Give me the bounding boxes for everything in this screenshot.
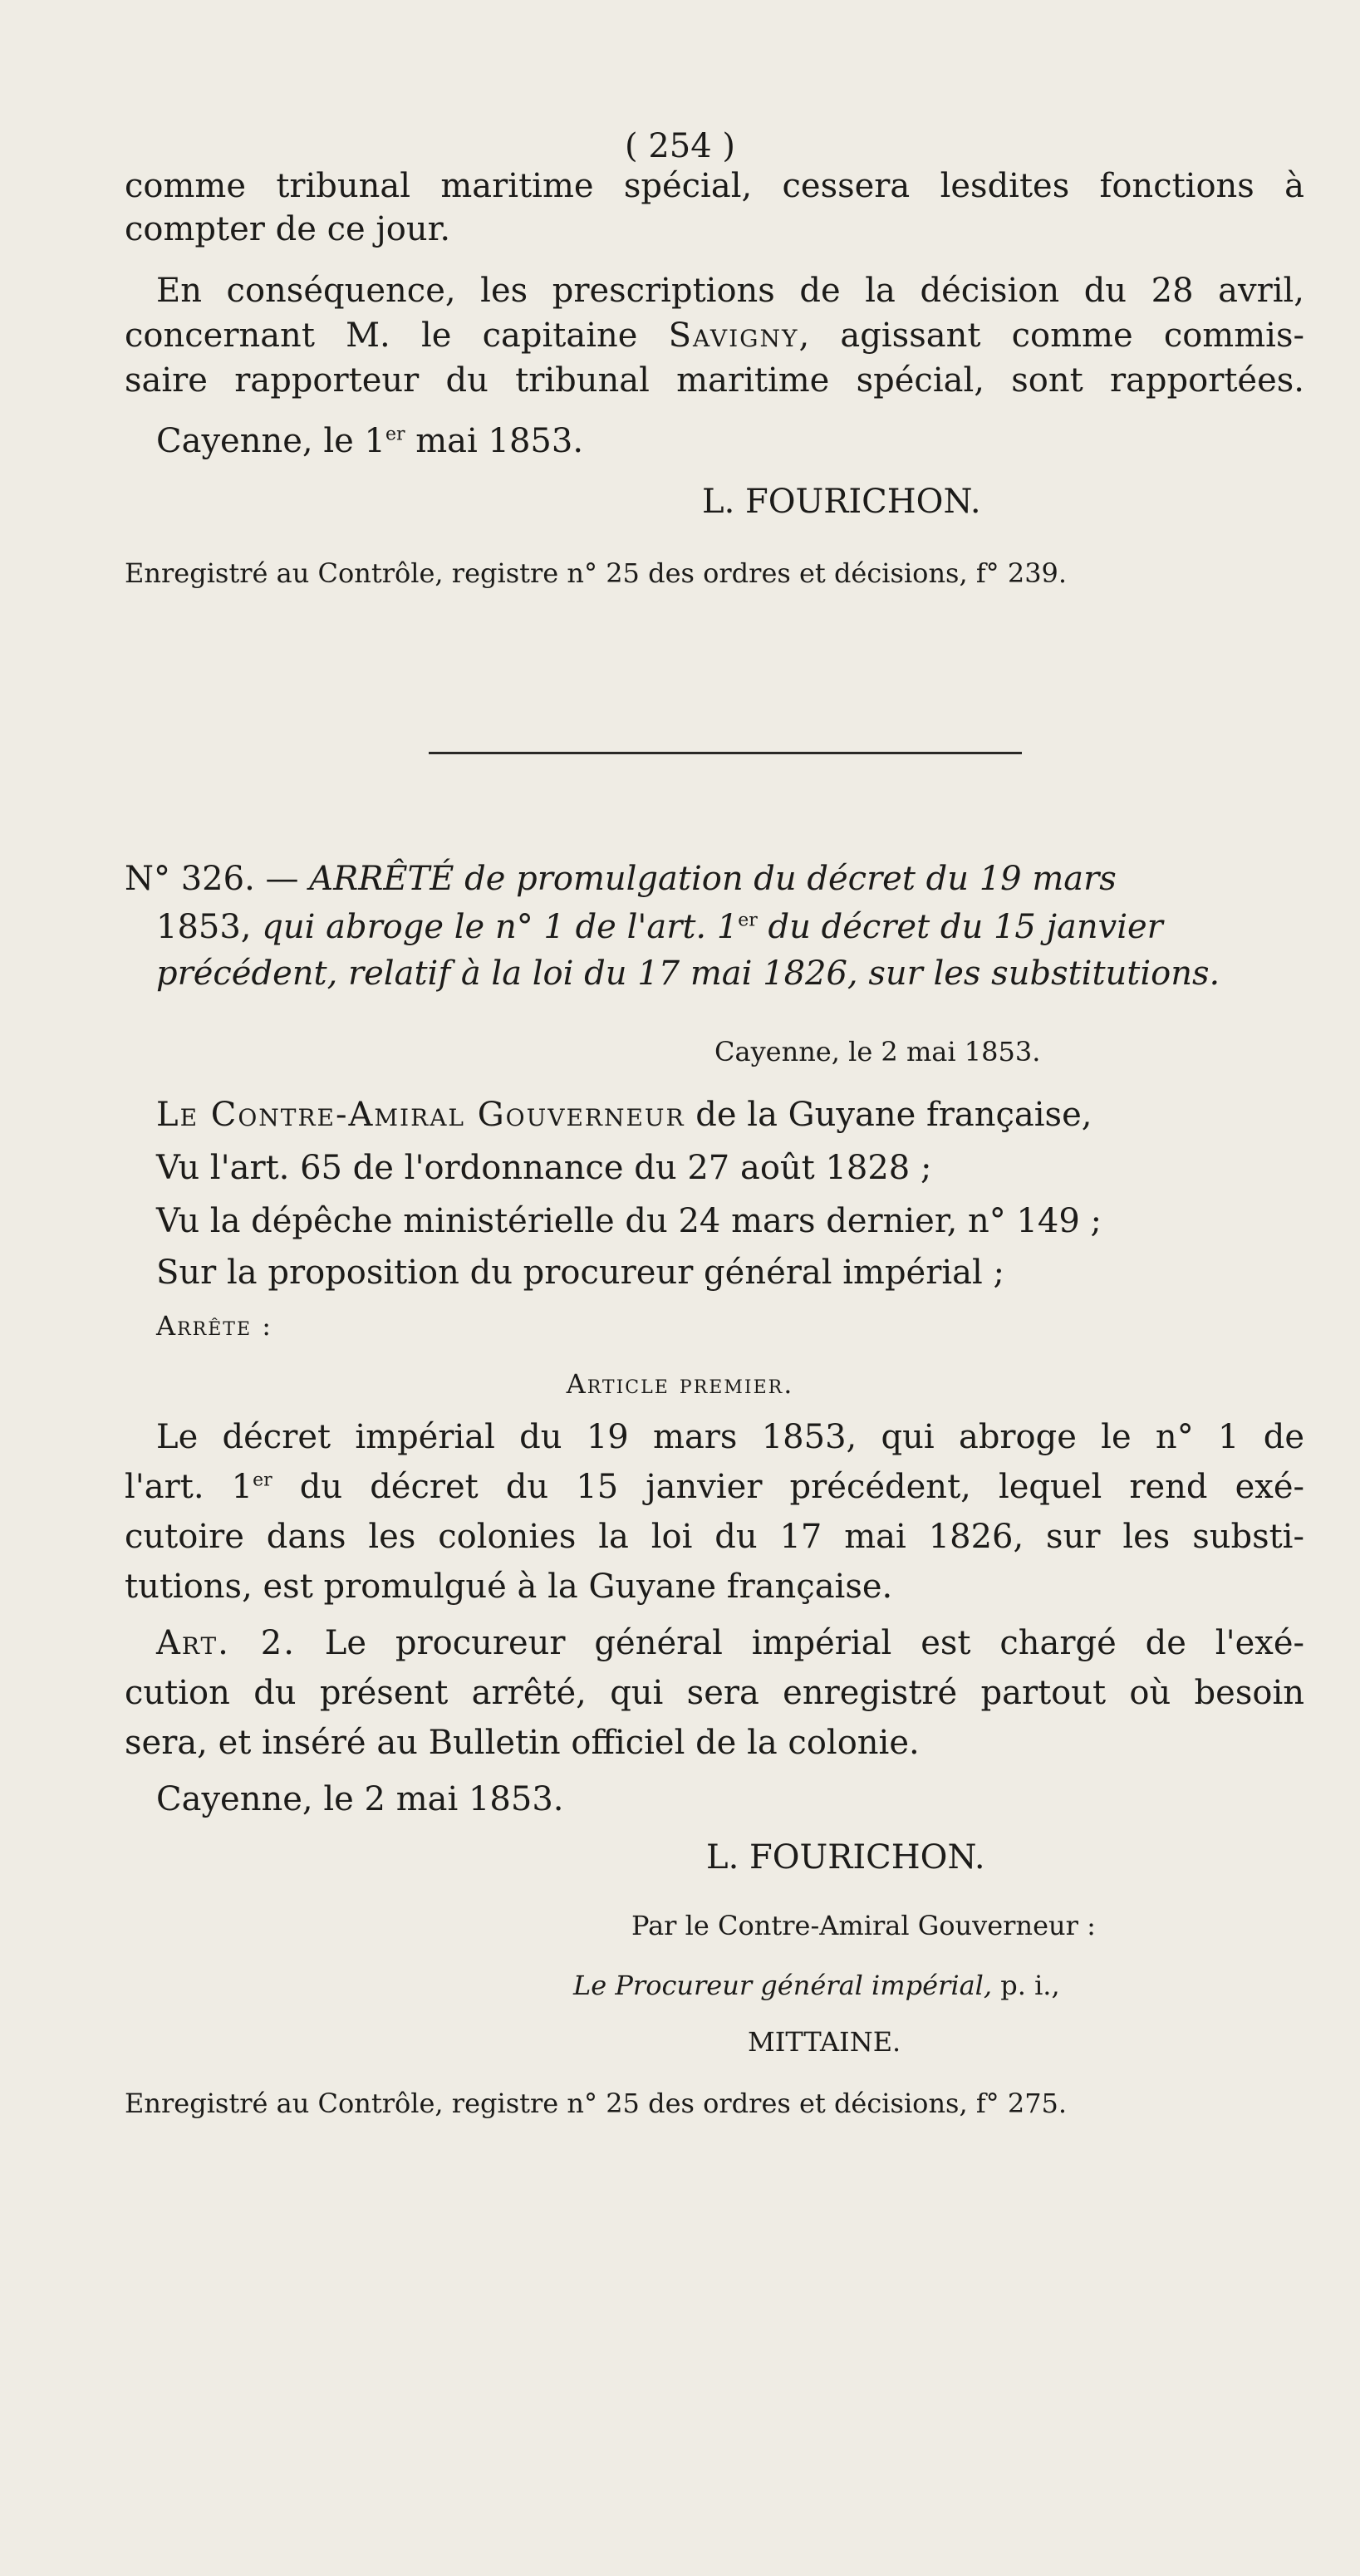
preamble-line: Vu l'art. 65 de l'ordonnance du 27 août 1828 ; (156, 1149, 932, 1187)
signature: L. FOURICHON. (706, 1838, 985, 1877)
article-line: cution du présent arrêté, qui sera enregistré partout où besoin (125, 1674, 1304, 1712)
decree-title-line: précédent, relatif à la loi du 17 mai 1826, sur les substitutions. (156, 954, 1220, 993)
preamble-authority: Le Contre-Amiral Gouverneur de la Guyane française, (156, 1096, 1092, 1134)
article-line: cutoire dans les colonies la loi du 17 mai 1826, sur les substi- (125, 1518, 1304, 1556)
paragraph-line: comme tribunal maritime spécial, cessera lesdites fonctions à (125, 167, 1304, 205)
page-number: ( 254 ) (625, 127, 735, 165)
separator-rule (429, 752, 1022, 754)
countersign-label: Par le Contre-Amiral Gouverneur : (631, 1910, 1096, 1941)
decree-title-line: N° 326. — ARRÊTÉ de promulgation du décret du 19 mars (125, 860, 1117, 898)
paragraph-line: En conséquence, les prescriptions de la décision du 28 avril, (156, 272, 1304, 310)
arrete-heading: Arrête : (156, 1310, 272, 1342)
article-line: l'art. 1er du décret du 15 janvier précédent, lequel rend exé- (125, 1468, 1304, 1506)
article-line: tutions, est promulgué à la Guyane française. (125, 1568, 893, 1606)
paragraph-line: compter de ce jour. (125, 210, 451, 248)
article-heading: Article premier. (566, 1368, 794, 1400)
date-line: Cayenne, le 1er mai 1853. (156, 422, 584, 460)
paragraph-line: concernant M. le capitaine Savigny, agissant comme commis- (125, 316, 1304, 355)
preamble-line: Vu la dépêche ministérielle du 24 mars dernier, n° 149 ; (156, 1202, 1102, 1240)
registry-note: Enregistré au Contrôle, registre n° 25 des ordres et décisions, f° 239. (125, 557, 1068, 589)
procureur-line: Le Procureur général impérial, p. i., (573, 1970, 1060, 2001)
registry-note: Enregistré au Contrôle, registre n° 25 des ordres et décisions, f° 275. (125, 2088, 1068, 2119)
paragraph-line: saire rapporteur du tribunal maritime spécial, sont rapportées. (125, 361, 1304, 400)
signature: L. FOURICHON. (702, 483, 981, 521)
date-line: Cayenne, le 2 mai 1853. (156, 1780, 564, 1818)
signature: MITTAINE. (748, 2026, 901, 2058)
decree-place-date: Cayenne, le 2 mai 1853. (714, 1036, 1041, 1067)
article-line: Le décret impérial du 19 mars 1853, qui abroge le n° 1 de (156, 1418, 1304, 1456)
preamble-line: Sur la proposition du procureur général impérial ; (156, 1254, 1004, 1292)
decree-title-line: 1853, qui abroge le n° 1 de l'art. 1er du décret du 15 janvier (156, 908, 1163, 946)
article-line: sera, et inséré au Bulletin officiel de la colonie. (125, 1724, 920, 1762)
person-name: Savigny (668, 316, 799, 355)
article-line: Art. 2. Le procureur général impérial est chargé de l'exé- (156, 1624, 1305, 1662)
